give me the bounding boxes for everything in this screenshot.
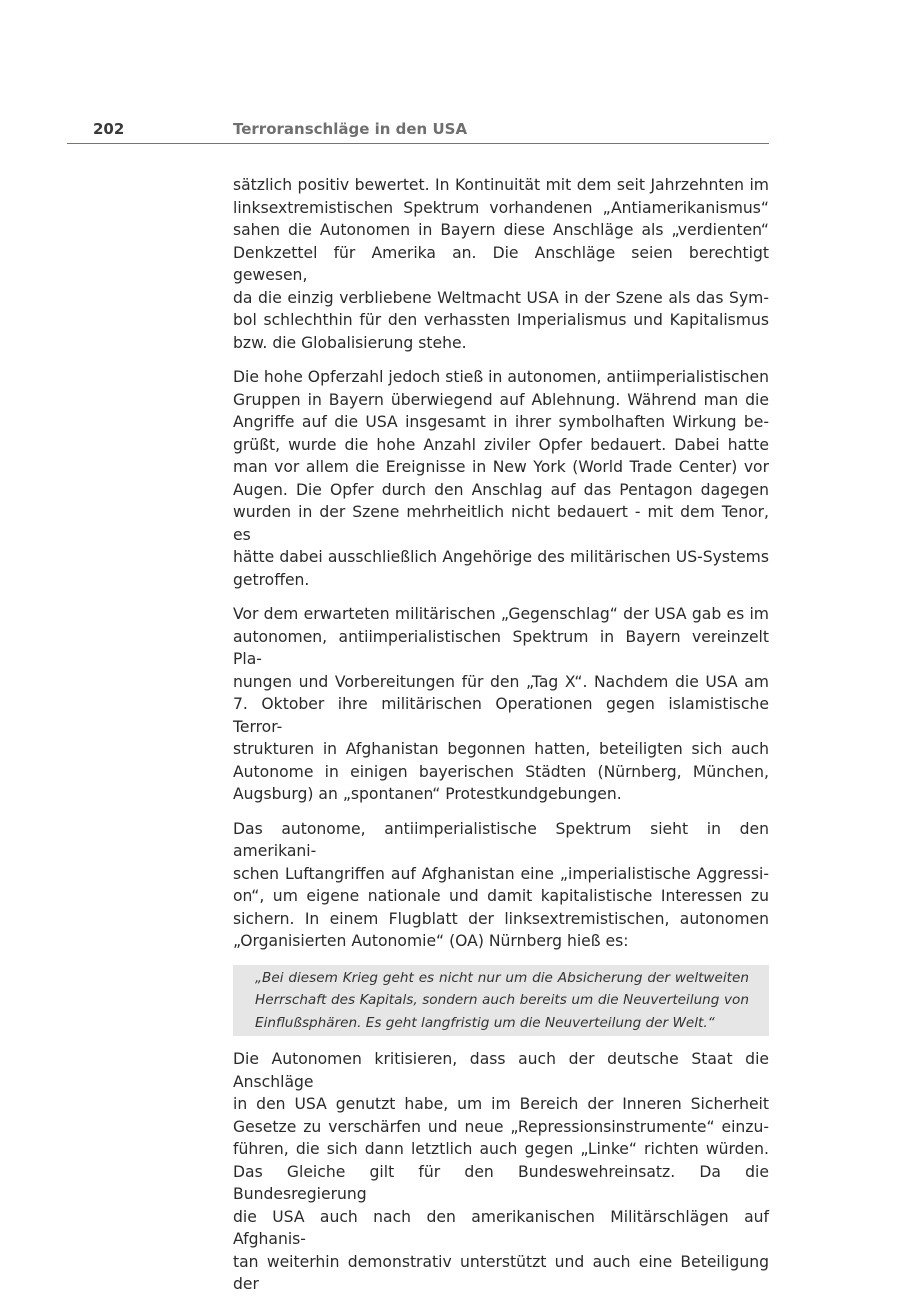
paragraph-2 — [233, 366, 769, 591]
text-line: linksextremistischen Spektrum vorhandenen „Antiamerikanismus“ — [233, 198, 769, 217]
quote-line: Herrschaft des Kapitals, sondern auch bereits um die Neuverteilung von — [255, 992, 749, 1008]
text-line: Das autonome, antiimperialistische Spektrum sieht in den amerikani- — [233, 819, 769, 860]
text-line: „Organisierten Autonomie“ (OA) Nürnberg hieß es: — [233, 932, 629, 950]
text-line: tan weiterhin demonstrativ unterstützt und auch eine Beteiligung der — [233, 1252, 769, 1293]
text-line: Augsburg) an „spontanen“ Protestkundgebungen. — [233, 785, 622, 803]
quote-box — [233, 965, 769, 1037]
text-line: in den USA genutzt habe, um im Bereich der Inneren Sicherheit — [233, 1095, 769, 1113]
text-line: on“, um eigene nationale und damit kapitalistische Interessen zu — [233, 887, 769, 905]
text-line: wurden in der Szene mehrheitlich nicht bedauert - mit dem Tenor, es — [233, 503, 769, 544]
text-line: grüßt, wurde die hohe Anzahl ziviler Opfer bedauert. Dabei hatte — [233, 435, 769, 454]
paragraph-4 — [233, 818, 769, 953]
paragraph-5 — [233, 1048, 769, 1296]
text-line: Augen. Die Opfer durch den Anschlag auf das Pentagon dagegen — [233, 480, 769, 499]
running-title: Terroranschläge in den USA — [233, 120, 468, 138]
text-line: sätzlich positiv bewertet. In Kontinuität mit dem seit Jahrzehnten im — [233, 176, 769, 194]
quote-line: „Bei diesem Krieg geht es nicht nur um die Absicherung der weltweiten — [255, 969, 749, 986]
text-line: autonomen, antiimperialistischen Spektrum in Bayern vereinzelt Pla- — [233, 627, 769, 668]
text-line: sichern. In einem Flugblatt der linksextremistischen, autonomen — [233, 909, 769, 928]
paragraph-1 — [233, 174, 769, 354]
text-line: da die einzig verbliebene Weltmacht USA in der Szene als das Sym- — [233, 288, 769, 307]
text-line: nungen und Vorbereitungen für den „Tag X“. Nachdem die USA am — [233, 672, 769, 691]
text-line: getroffen. — [233, 570, 310, 589]
body-text — [233, 174, 769, 1308]
text-line: Autonome in einigen bayerischen Städten (Nürnberg, München, — [233, 762, 769, 781]
text-line: die USA auch nach den amerikanischen Militärschlägen auf Afghanis- — [233, 1207, 769, 1248]
text-line: Gruppen in Bayern überwiegend auf Ablehnung. Während man die — [233, 390, 769, 409]
text-line: Die hohe Opferzahl jedoch stieß in autonomen, antiimperialistischen — [233, 368, 769, 386]
paragraph-3 — [233, 603, 769, 806]
text-line: 7. Oktober ihre militärischen Operationen gegen islamistische Terror- — [233, 695, 769, 736]
text-line: Vor dem erwarteten militärischen „Gegenschlag“ der USA gab es im — [233, 605, 769, 623]
page-header — [67, 116, 769, 144]
text-line: Denkzettel für Amerika an. Die Anschläge seien berechtigt gewesen, — [233, 243, 769, 284]
text-line: schen Luftangriffen auf Afghanistan eine „imperialistische Aggressi- — [233, 864, 769, 883]
text-line: bzw. die Globalisierung stehe. — [233, 333, 467, 352]
text-line: hätte dabei ausschließlich Angehörige des militärischen US-Systems — [233, 548, 769, 566]
quote-line: Einflußsphären. Es geht langfristig um die Neuverteilung der Welt.“ — [255, 1014, 715, 1031]
text-line: man vor allem die Ereignisse in New York (World Trade Center) vor — [233, 458, 769, 476]
text-line: Angriffe auf die USA insgesamt in ihrer symbolhaften Wirkung be- — [233, 413, 769, 431]
text-line: strukturen in Afghanistan begonnen hatten, beteiligten sich auch — [233, 740, 769, 758]
text-line: Das Gleiche gilt für den Bundeswehreinsatz. Da die Bundesregierung — [233, 1162, 769, 1203]
text-line: Gesetze zu verschärfen und neue „Repressionsinstrumente“ einzu- — [233, 1117, 769, 1136]
text-line: führen, die sich dann letztlich auch gegen „Linke“ richten würden. — [233, 1140, 769, 1158]
text-line: sahen die Autonomen in Bayern diese Anschläge als „verdienten“ — [233, 221, 769, 239]
page-number: 202 — [93, 120, 125, 138]
text-line: bol schlechthin für den verhassten Imperialismus und Kapitalismus — [233, 311, 769, 329]
text-line: Die Autonomen kritisieren, dass auch der deutsche Staat die Anschläge — [233, 1050, 769, 1091]
